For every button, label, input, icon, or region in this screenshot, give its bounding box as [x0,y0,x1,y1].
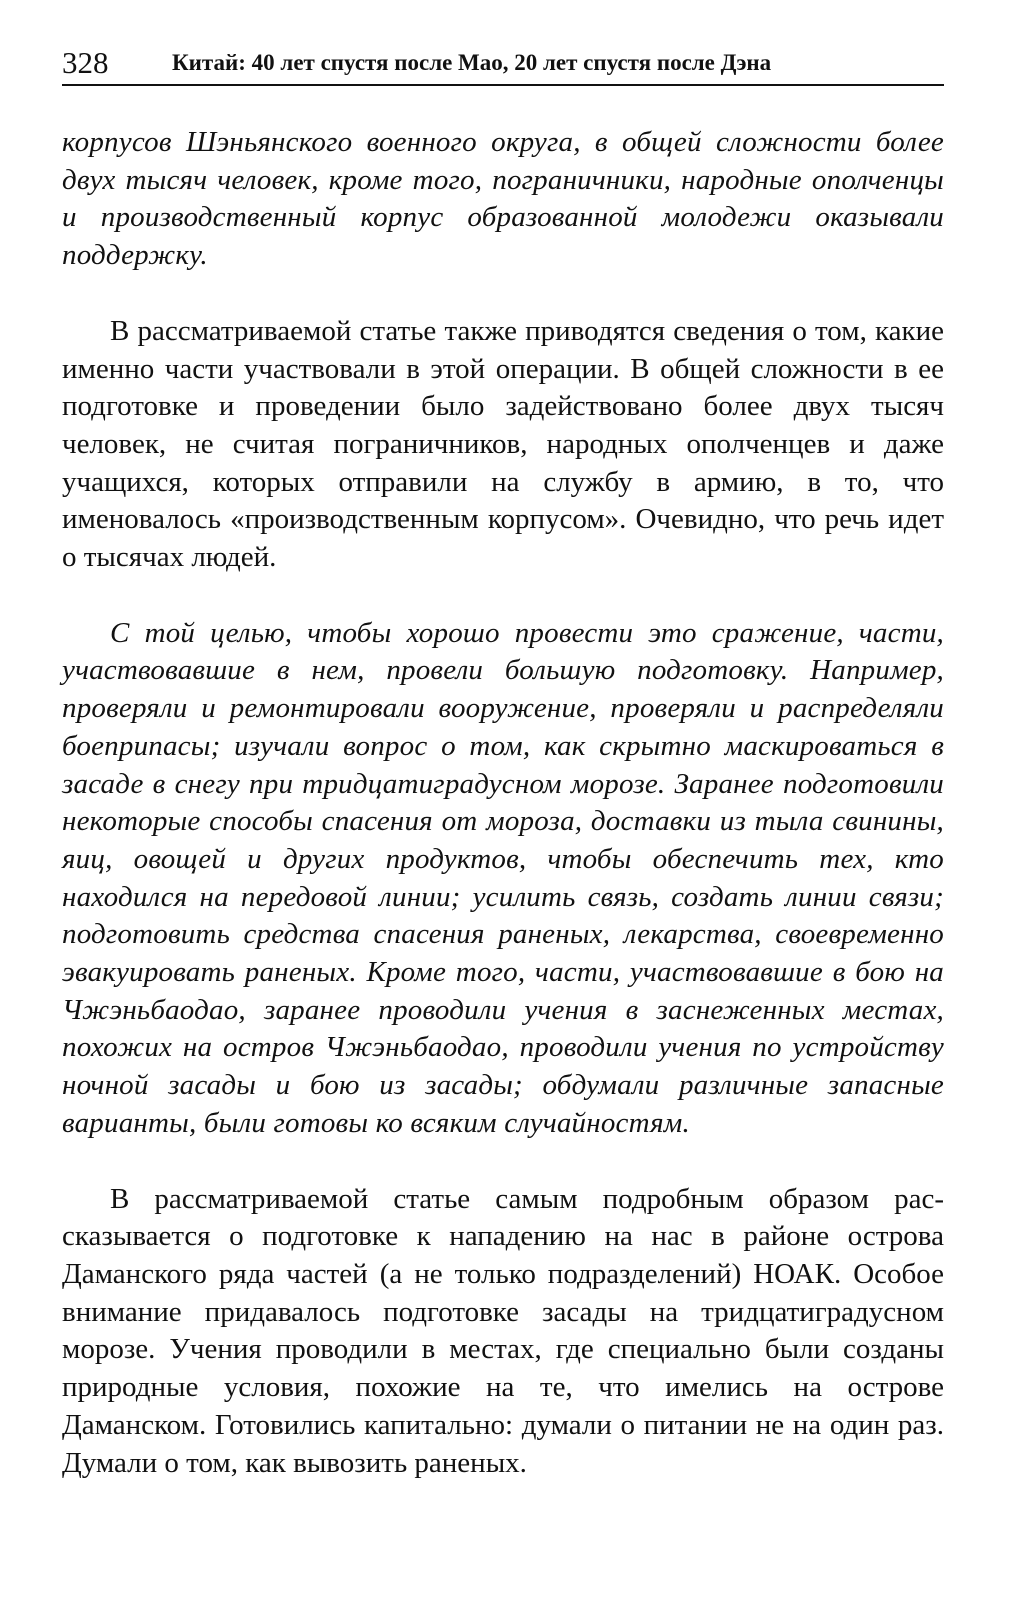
quoted-paragraph-1: корпусов Шэньянского военного округа, в общей сложности более двух тысяч человек, кроме того, пограничники, народные ополченцы и производственный корпус образованной молодежи оказывали поддержку. [62,126,944,272]
book-page [62,40,944,1482]
running-title: Китай: 40 лет спустя после Мао, 20 лет спустя после Дэна [172,50,772,75]
page-number: 328 [62,45,109,80]
running-header [62,40,944,86]
body-paragraph-1: В рассматриваемой статье также приводятся сведения о том, какие именно части участвовали в этой операции. В общей сложности в ее подготовке и проведении было задействовано более двух тысяч человек, не считая пограничников, народных ополченцев и даже учащихся, которых отправили на службу в армию, в то, что именовалось «производственным корпусом». Очевидно, что речь идет о тысячах людей. [62,314,944,574]
page-body [62,124,944,1482]
quoted-paragraph-2: С той целью, чтобы хорошо провести это сражение, части, участвовавшие в нем, провели большую подготовку. Например, проверяли и ремонтировали вооружение, проверяли и распределяли боеприпасы; изучали вопрос о том, как скрытно маскироваться в засаде в снегу при тридцатиградусном морозе. Заранее подготовили некоторые способы спасения от мороза, доставки из тыла свинины, яиц, овощей и других продуктов, чтобы обеспечить тех, кто находился на передовой линии; усилить связь, создать линии связи; подготовить средства спасения раненых, лекарства, своевременно эвакуировать раненых. Кроме того, части, участвовавшие в бою на Чжэньбаодао, заранее проводили учения в заснеженных местах, похожих на остров Чжэньбаодао, проводили учения по устройству ночной засады и бою из засады; обдумали различные запасные варианты, были готовы ко всяким случайностям. [62,616,944,1139]
body-paragraph-2: В рассматриваемой статье самым подробным образом рассказывается о подготовке к нападению на нас в районе острова Даманского ряда частей (а не только подразделений) НОАК. Особое внимание придавалось подготовке засады на тридцатиградусном морозе. Учения проводили в местах, где специально были созданы природные условия, похожие на те, что имелись на острове Даманском. Готовились капитально: думали о питании не на один раз. Думали о том, как вывозить раненых. [62,1182,944,1479]
